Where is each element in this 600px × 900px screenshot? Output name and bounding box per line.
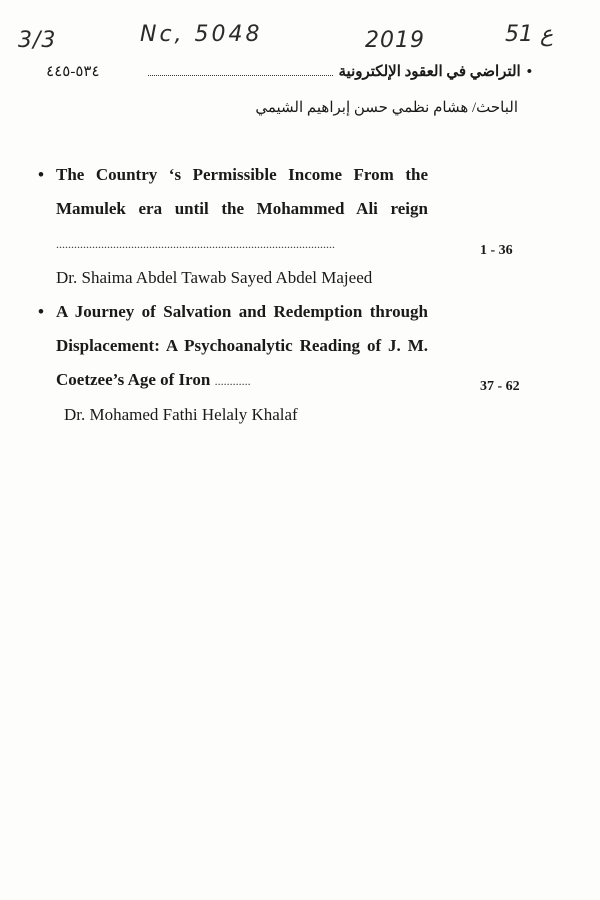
entry-author: Dr. Mohamed Fathi Helaly Khalaf <box>64 405 298 424</box>
entry-pages: 37 - 62 <box>480 379 520 394</box>
leader-dots: ............ <box>214 374 251 388</box>
entry-pages: 1 - 36 <box>480 243 513 258</box>
toc-entry <box>38 295 428 432</box>
bullet-icon: • <box>38 165 44 184</box>
entry-title <box>38 158 428 261</box>
entry-title-text: A Journey of Salvation and Redemption through Displacement: A Psychoanalytic Reading of J. M. Coetzee’s Age of Iron <box>56 302 428 389</box>
entry-author: Dr. Shaima Abdel Tawab Sayed Abdel Majeed <box>56 268 373 287</box>
handwritten-catalog-number: Nc, 5048 <box>140 22 263 47</box>
toc-entry <box>38 158 428 295</box>
bullet-icon: • <box>526 64 532 80</box>
arabic-entry-title: التراضي في العقود الإلكترونية <box>338 64 521 80</box>
handwritten-volume: 51 ع <box>505 22 554 47</box>
handwritten-year: 2019 <box>365 28 425 53</box>
arabic-entry <box>12 62 532 81</box>
arabic-entry-pages: ٥٣٤-٤٤٥ <box>46 64 100 80</box>
bullet-icon: • <box>38 302 44 321</box>
entry-title <box>38 295 428 398</box>
arabic-entry-author: الباحث/ هشام نظمي حسن إبراهيم الشيمي <box>255 100 518 116</box>
leader-dots: ............................................................................................. <box>56 237 335 251</box>
entry-title-text: The Country ‘s Permissible Income From the Mamulek era until the Mohammed Ali reign <box>56 165 428 218</box>
handwritten-part: 3/3 <box>18 28 57 53</box>
leader-dots <box>148 65 333 76</box>
